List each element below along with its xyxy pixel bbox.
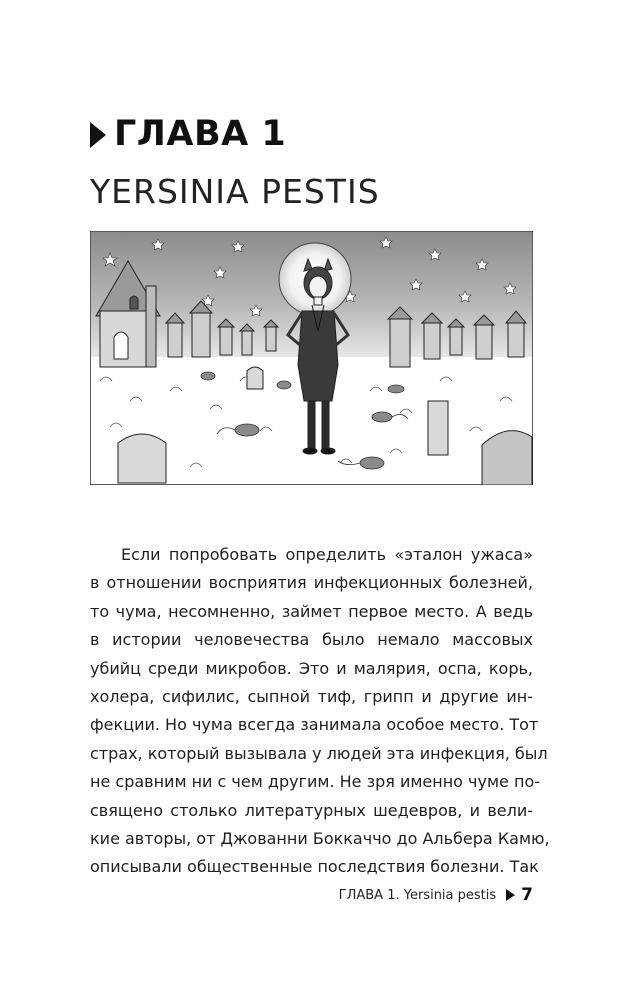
chapter-heading	[90, 110, 380, 211]
body-line: убийц среди микробов. Это и малярия, оспа, корь,	[90, 658, 533, 678]
chapter-arrow-icon	[90, 122, 106, 148]
graveyard-illustration	[90, 231, 533, 485]
body-line: описывали общественные последствия болезни. Так	[90, 857, 539, 877]
page-number: 7	[521, 885, 533, 905]
body-line: то чума, несомненно, займет первое место. А ведь	[90, 601, 533, 621]
page-footer	[339, 885, 533, 905]
body-line: в отношении восприятия инфекционных болезней,	[90, 573, 533, 593]
running-head: ГЛАВА 1. Yersinia pestis	[338, 887, 497, 903]
body-line: страх, который вызывала у людей эта инфекция, был	[90, 743, 548, 763]
body-line: Если попробовать определить «эталон ужаса»	[121, 545, 533, 564]
body-line: священо столько литературных шедевров, и вели-	[90, 800, 533, 820]
body-line: не сравним ни с чем другим. Не зря именно чуме по-	[90, 772, 540, 792]
body-line: холера, сифилис, сыпной тиф, грипп и другие ин-	[90, 687, 533, 707]
body-line: кие авторы, от Джованни Боккаччо до Альбера Камю,	[90, 829, 550, 849]
body-line: фекции. Но чума всегда занимала особое место. Тот	[90, 715, 539, 735]
chapter-title: YERSINIA PESTIS	[90, 172, 380, 211]
footer-arrow-icon	[506, 889, 515, 901]
chapter-label-row	[90, 110, 380, 158]
chapter-label: ГЛАВА 1	[114, 114, 287, 154]
body-line: в истории человечества было немало массовых	[90, 630, 533, 650]
body-paragraph	[90, 541, 550, 882]
